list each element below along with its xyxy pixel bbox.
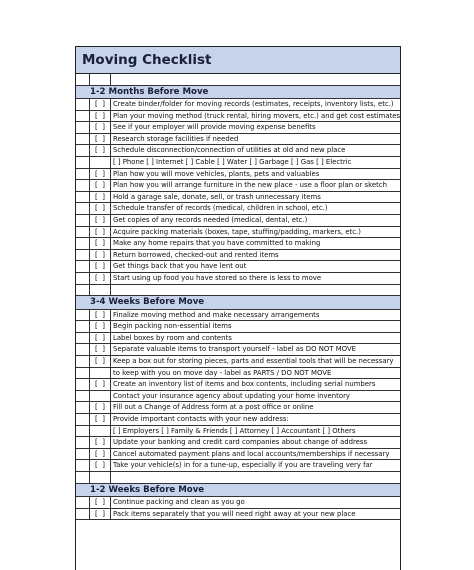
checklist-item [76,356,400,368]
checklist-item [76,273,400,285]
checklist-item [76,215,400,227]
checklist-item [76,449,400,461]
checklist-item-text: Fill out a Change of Address form at a post office or online [113,403,314,412]
checklist-item [76,310,400,322]
checklist-item-text: Get copies of any records needed (medical, dental, etc.) [113,216,308,225]
blank-row [76,285,400,297]
checklist-item-text: Research storage facilities if needed [113,134,239,143]
checklist-item [76,134,400,146]
checklist-item-text: Finalize moving method and make necessary arrangements [113,310,320,319]
checklist-item-text: Begin packing non-essential items [113,322,232,331]
checklist-item-text: Continue packing and clean as you go [113,498,245,507]
checkbox[interactable]: [ ] [90,310,111,321]
checklist-item [76,402,400,414]
checklist-item [76,227,400,239]
checklist-item [76,111,400,123]
checklist-item [76,460,400,472]
checklist-item [76,180,400,192]
checklist-item-text: [ ] Phone [ ] Internet [ ] Cable [ ] Water [ ] Garbage [ ] Gas [ ] Electric [113,158,352,167]
title-row [76,47,400,74]
checklist-item-text: Create binder/folder for moving records (estimates, receipts, inventory lists, etc.) [113,100,394,109]
checklist-item-text: Plan how you will move vehicles, plants, pets and valuables [113,169,320,178]
checklist-item-text: Acquire packing materials (boxes, tape, stuffing/padding, markers, etc.) [113,227,361,236]
checklist-item [76,169,400,181]
checklist-item-text: See if your employer will provide moving expense benefits [113,123,316,132]
checkbox[interactable]: [ ] [90,169,111,180]
checklist-item [76,333,400,345]
checklist-item-text: Make any home repairs that you have committed to making [113,239,321,248]
checklist-item-text: Plan how you will arrange furniture in the new place - use a floor plan or sketch [113,181,387,190]
checklist-item [76,368,400,380]
checkbox[interactable]: [ ] [90,111,111,122]
section-heading: 3-4 Weeks Before Move [90,297,205,308]
section-heading: 1-2 Weeks Before Move [90,484,205,495]
checklist-item [76,379,400,391]
checkbox[interactable]: [ ] [90,261,111,272]
checklist-item-text: Start using up food you have stored so there is less to move [113,274,322,282]
checklist-rows [76,74,400,520]
checklist-item-text: Cancel automated payment plans and local accounts/memberships if necessary [113,449,390,458]
checklist-item-text: Pack items separately that you will need right away at your new place [113,509,356,518]
checklist-item-text: Contact your insurance agency about updating your home inventory [113,391,350,400]
checklist-item-text: Take your vehicle(s) in for a tune-up, especially if you are traveling very far [113,461,373,470]
page-title: Moving Checklist [82,52,212,68]
checklist-item [76,203,400,215]
checklist-item [76,238,400,250]
checklist-item [76,250,400,262]
checkbox[interactable] [90,426,111,437]
checkbox[interactable]: [ ] [90,344,111,355]
checklist-item [76,145,400,157]
checkbox[interactable]: [ ] [90,356,111,367]
checklist-item [76,426,400,438]
blank-row [76,74,400,86]
section-heading-row [76,484,400,498]
checkbox[interactable]: [ ] [90,509,111,520]
checkbox[interactable]: [ ] [90,203,111,214]
checkbox[interactable]: [ ] [90,460,111,471]
checkbox[interactable] [90,391,111,402]
checklist-item [76,497,400,509]
checklist-item [76,391,400,403]
checklist-item [76,344,400,356]
checklist-item [76,122,400,134]
checkbox[interactable]: [ ] [90,402,111,413]
checklist-item [76,261,400,273]
checkbox[interactable]: [ ] [90,497,111,508]
checkbox[interactable]: [ ] [90,215,111,226]
checkbox[interactable] [90,368,111,379]
checkbox[interactable]: [ ] [90,250,111,261]
section-heading-row [76,86,400,100]
checkbox[interactable]: [ ] [90,122,111,133]
checkbox[interactable]: [ ] [90,449,111,460]
checklist-item-text: Separate valuable items to transport yourself - label as DO NOT MOVE [113,345,357,354]
checklist-item-text: Label boxes by room and contents [113,333,232,342]
checklist-item-text: Keep a box out for storing pieces, parts and essential tools that will be necessary [113,357,394,366]
checkbox[interactable]: [ ] [90,321,111,332]
checklist-item-text: Provide important contacts with your new address: [113,415,289,424]
section-heading: 1-2 Months Before Move [90,86,209,97]
checklist-item [76,157,400,169]
checklist-item [76,99,400,111]
checkbox[interactable]: [ ] [90,145,111,156]
checklist-item-text: [ ] Employers [ ] Family & Friends [ ] Attorney [ ] Accountant [ ] Others [113,426,356,435]
checkbox[interactable]: [ ] [90,414,111,425]
checklist-item-text: Hold a garage sale, donate, sell, or trash unnecessary items [113,192,321,201]
checkbox[interactable]: [ ] [90,238,111,249]
checklist-item [76,321,400,333]
blank-row [76,472,400,484]
checklist-item-text: Schedule transfer of records (medical, children in school, etc.) [113,204,328,213]
checklist-item-text: to keep with you on move day - label as PARTS / DO NOT MOVE [113,368,332,377]
checkbox[interactable]: [ ] [90,227,111,238]
checklist-item-text: Schedule disconnection/connection of utilities at old and new place [113,146,346,155]
checkbox[interactable]: [ ] [90,180,111,191]
checkbox[interactable]: [ ] [90,333,111,344]
checklist-item-text: Update your banking and credit card companies about change of address [113,438,368,447]
checkbox[interactable] [90,157,111,168]
checklist-item [76,509,400,521]
checklist-item-text: Plan your moving method (truck rental, hiring movers, etc.) and get cost estimates [113,111,400,120]
checkbox[interactable]: [ ] [90,379,111,390]
checkbox[interactable]: [ ] [90,192,111,203]
checklist-item-text: Create an inventory list of items and box contents, including serial numbers [113,380,376,389]
checklist-item [76,437,400,449]
checkbox[interactable]: [ ] [90,134,111,145]
section-heading-row [76,296,400,310]
checkbox[interactable]: [ ] [90,99,111,110]
checkbox[interactable]: [ ] [90,273,111,284]
checkbox[interactable]: [ ] [90,437,111,448]
checklist-item-text: Get things back that you have lent out [113,262,247,271]
checklist-item [76,192,400,204]
checklist-item [76,414,400,426]
checklist-item-text: Return borrowed, checked-out and rented items [113,250,279,259]
checklist-sheet [75,46,401,570]
